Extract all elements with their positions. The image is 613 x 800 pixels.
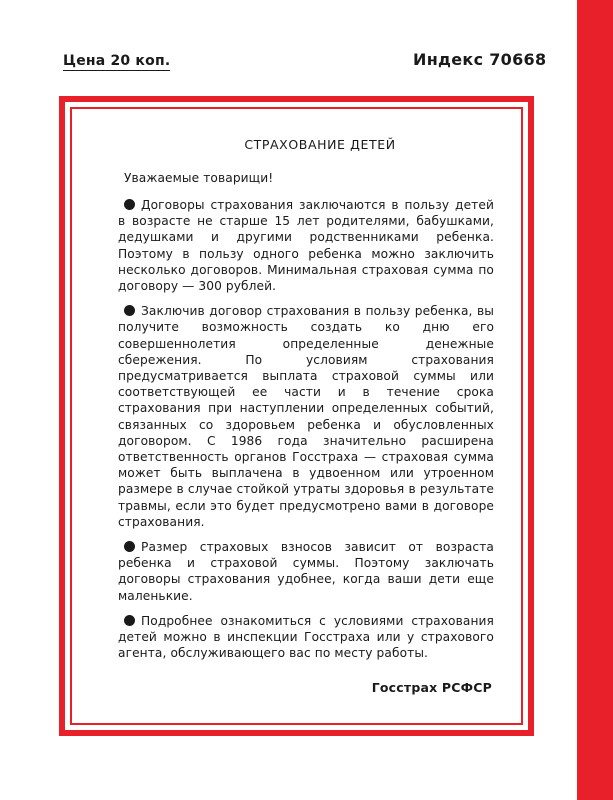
paragraph-1-text: Договоры страхования заключаются в пользу детей в возрасте не старше 15 лет родителями, бабушками, дедушками и другими родственниками ребенка. Поэтому в пользу одного ребенка можно заключить несколько договоров. Минимальная страховая сумма по договору — 300 рублей. — [118, 198, 494, 294]
paragraph-3 — [118, 539, 494, 604]
paragraph-2-text: Заключив договор страхования в пользу ребенка, вы получите возможность создать ко дню его совершеннолетия определенные денежные сбережения. По условиям страхования предусматривается выплата страховой суммы или соответствующей ее части и в течение срока страхования при наступлении определенных событий, связанных со здоровьем ребенка и обусловленных договором. С 1986 года значительно расширена ответственность органов Госстраха — страховая сумма может быть выплачена в удвоенном или утроенном размере в случае стойкой утраты здоровья в результате травмы, если это будет предусмотрено вами в договоре страхования. — [118, 304, 494, 529]
paragraph-1 — [118, 197, 494, 294]
bullet-icon — [124, 615, 135, 626]
red-side-strip — [577, 0, 613, 800]
index-label: Индекс 70668 — [413, 50, 547, 69]
paragraph-4-text: Подробнее ознакомиться с условиями страхования детей можно в инспекции Госстраха или у страхового агента, обслуживающего вас по месту работы. — [118, 613, 494, 661]
leaflet-body — [118, 137, 494, 697]
signature: Госстрах РСФСР — [371, 680, 492, 696]
paragraph-3-text: Размер страховых взносов зависит от возраста ребенка и страховой суммы. Поэтому заключать договоры страхования удобнее, когда ваши дети еще маленькие. — [118, 540, 494, 603]
bullet-icon — [124, 541, 135, 552]
paragraph-4 — [118, 613, 494, 662]
bullet-icon — [124, 305, 135, 316]
leaflet-title: СТРАХОВАНИЕ ДЕТЕЙ — [244, 137, 396, 152]
price-label: Цена 20 коп. — [63, 53, 171, 69]
greeting: Уважаемые товарищи! — [124, 171, 274, 185]
bullet-icon — [124, 199, 135, 210]
paragraph-2 — [118, 303, 494, 530]
